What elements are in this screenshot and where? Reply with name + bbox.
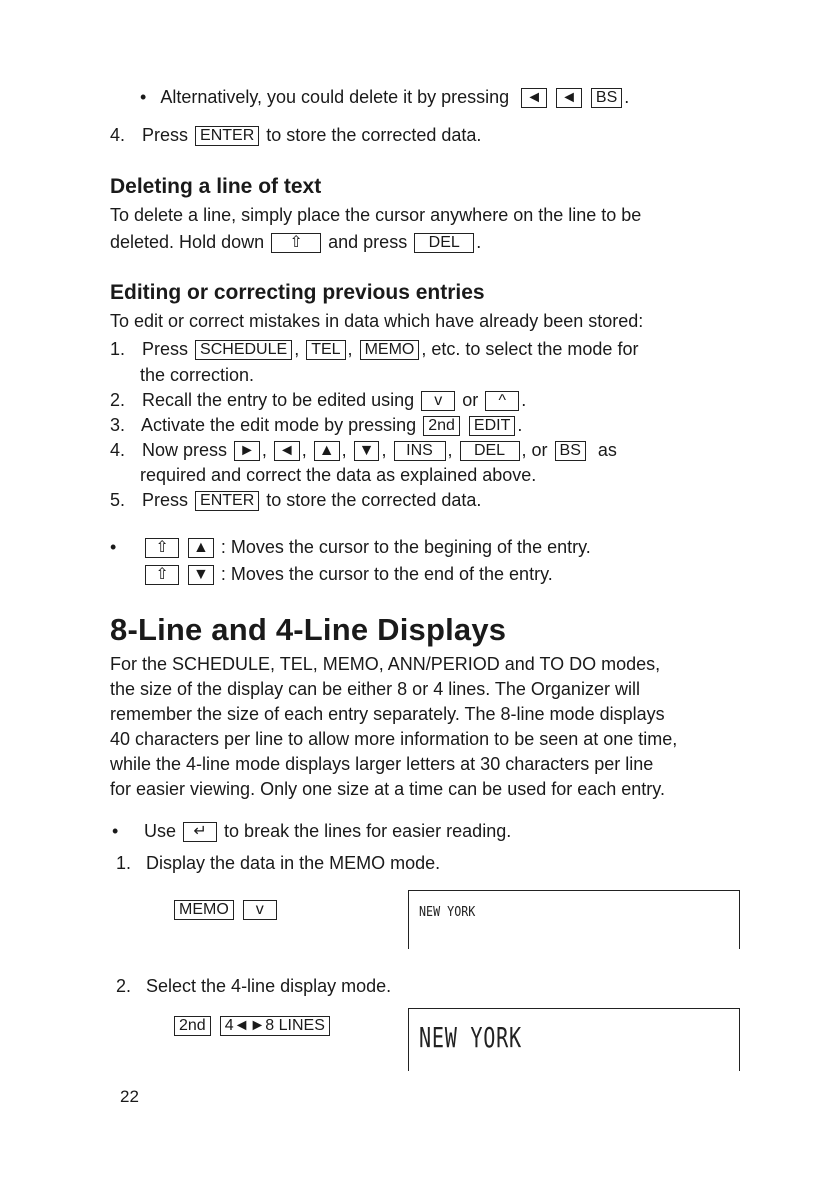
intro-step-4: 4. Press ENTER to store the corrected data. (110, 125, 482, 145)
editing-intro: To edit or correct mistakes in data which have already been stored: (110, 311, 644, 331)
displays-heading: 8-Line and 4-Line Displays (110, 612, 507, 647)
alt-delete-text: Alternatively, you could delete it by pressing (160, 87, 510, 107)
displays-para-line: 40 characters per line to allow more information to be seen at one time, (110, 729, 678, 749)
memo-key: MEMO (360, 340, 420, 360)
editing-step-1: 1. Press SCHEDULE , TEL , MEMO , etc. to select the mode for (110, 339, 639, 359)
up-key: ▲ (314, 441, 340, 461)
shift-key: ⇧ (145, 565, 179, 585)
editing-step-1-cont: the correction. (140, 365, 255, 385)
del-key: DEL (414, 233, 474, 253)
bs-key: BS (591, 88, 622, 108)
delete-line-para-2: deleted. Hold down ⇧ and press DEL . (110, 232, 482, 252)
editing-step-4: 4. Now press ► , ◄ , ▲ , ▼ , INS , DEL , or BS as (110, 440, 617, 460)
editing-step-2: 2. Recall the entry to be edited using v or ^ . (110, 390, 527, 410)
left-key: ◄ (521, 88, 547, 108)
tel-key: TEL (306, 340, 345, 360)
left-key: ◄ (274, 441, 300, 461)
editing-step-4-cont: required and correct the data as explained above. (140, 465, 537, 485)
displays-step-1-keys (172, 898, 279, 920)
bullet-dot: • (140, 87, 147, 107)
down-key: ▼ (354, 441, 380, 461)
shift-key: ⇧ (271, 233, 321, 253)
return-key: ↵ (183, 822, 217, 842)
lcd-4-line-text: NEW YORK (419, 1021, 522, 1054)
displays-para-line: the size of the display can be either 8 or 4 lines. The Organizer will (110, 679, 640, 699)
del-key: DEL (460, 441, 520, 461)
second-key: 2nd (423, 416, 460, 436)
down-v-key: v (421, 391, 455, 411)
delete-line-para-1: To delete a line, simply place the cursor anywhere on the line to be (110, 205, 642, 225)
displays-step-2-keys (172, 1014, 332, 1036)
bullet-dot: • (112, 821, 119, 841)
use-return-bullet: • Use ↵ to break the lines for easier reading. (112, 821, 512, 841)
displays-para-line: For the SCHEDULE, TEL, MEMO, ANN/PERIOD and TO DO modes, (110, 654, 661, 674)
down-v-key: v (243, 900, 277, 920)
lcd-4-line-display (408, 1008, 740, 1071)
bullet-dot: • (110, 537, 117, 557)
displays-para-line: while the 4-line mode displays larger letters at 30 characters per line (110, 754, 654, 774)
displays-para-line: for easier viewing. Only one size at a time can be used for each entry. (110, 779, 665, 799)
down-key: ▼ (188, 565, 214, 585)
editing-step-5: 5. Press ENTER to store the corrected data. (110, 490, 482, 510)
up-caret-key: ^ (485, 391, 519, 411)
enter-key: ENTER (195, 491, 259, 511)
page-number: 22 (120, 1087, 139, 1106)
shortcut-end: ⇧ ▼ : Moves the cursor to the end of the entry. (110, 563, 553, 585)
delete-line-heading: Deleting a line of text (110, 175, 322, 198)
right-key: ► (234, 441, 260, 461)
schedule-key: SCHEDULE (195, 340, 292, 360)
lines-toggle-key: 4◄►8 LINES (220, 1016, 330, 1036)
ins-key: INS (394, 441, 446, 461)
enter-key: ENTER (195, 126, 259, 146)
alt-delete-bullet: • Alternatively, you could delete it by pressing ◄ ◄ BS . (140, 87, 630, 107)
up-key: ▲ (188, 538, 214, 558)
shift-key: ⇧ (145, 538, 179, 558)
displays-para-line: remember the size of each entry separately. The 8-line mode displays (110, 704, 665, 724)
editing-step-3: 3. Activate the edit mode by pressing 2nd EDIT . (110, 415, 523, 435)
left-key: ◄ (556, 88, 582, 108)
memo-key: MEMO (174, 900, 234, 920)
displays-step-1: 1. Display the data in the MEMO mode. (116, 853, 441, 873)
lcd-8-line-display (408, 890, 740, 949)
shortcut-begin: • ⇧ ▲ : Moves the cursor to the begining of the entry. (110, 537, 591, 557)
edit-key: EDIT (469, 416, 515, 436)
editing-heading: Editing or correcting previous entries (110, 281, 485, 304)
second-key: 2nd (174, 1016, 211, 1036)
bs-key: BS (555, 441, 586, 461)
lcd-8-line-text: NEW YORK (419, 905, 476, 920)
displays-step-2: 2. Select the 4-line display mode. (116, 976, 392, 996)
